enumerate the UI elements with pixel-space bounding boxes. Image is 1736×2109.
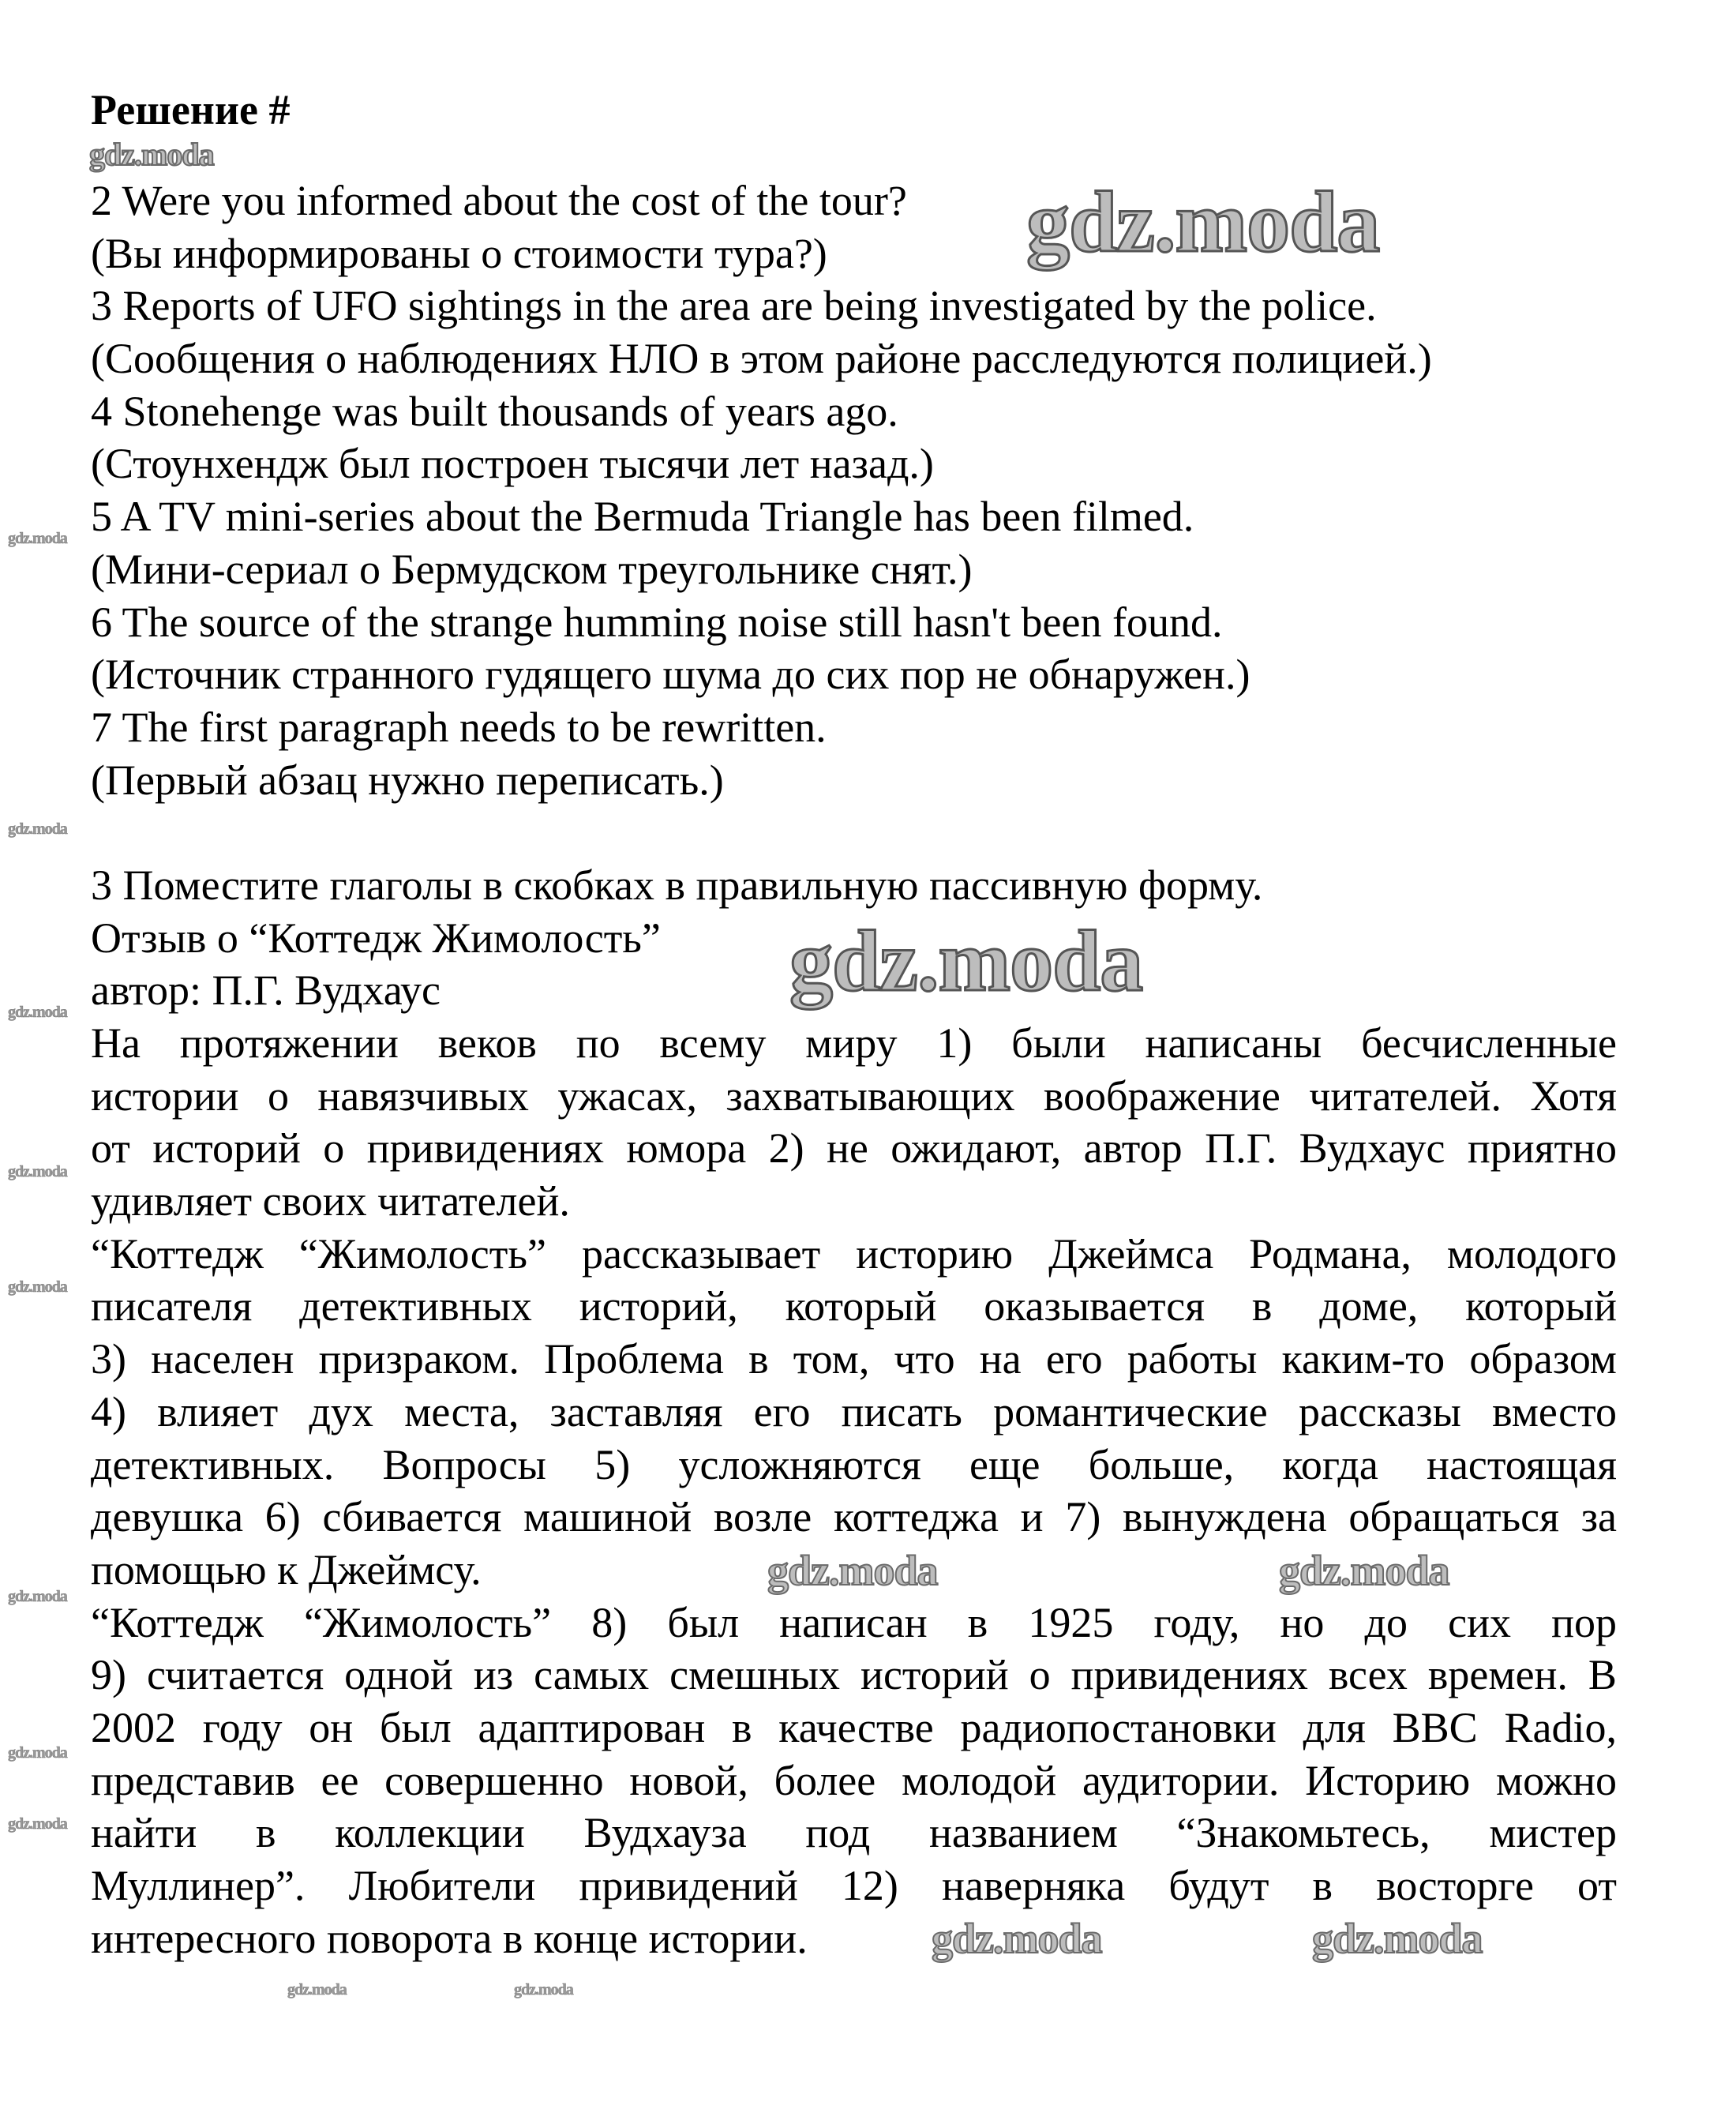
text-line [91, 332, 1617, 385]
text-line [91, 1333, 1617, 1386]
text-line [91, 1702, 1617, 1754]
text-line-content: автор: П.Г. Вудхаус [91, 966, 441, 1015]
text-line [91, 1228, 1617, 1281]
text-line-content: представив ее совершенно новой, более молодой аудитории. Историю можно [91, 1756, 1617, 1804]
text-line-content: 2 Were you informed about the cost of the tour? [91, 177, 907, 224]
text-line [91, 174, 1617, 227]
text-line-content: от историй о привидениях юмора 2) не ожидают, автор П.Г. Вудхаус приятно [91, 1124, 1618, 1173]
text-line [91, 806, 1617, 859]
text-line [91, 1859, 1617, 1912]
text-line [91, 385, 1617, 438]
text-line [91, 859, 1617, 912]
watermark: gdz.moda [8, 1278, 67, 1296]
watermark: gdz.moda [89, 137, 214, 172]
text-line-content: (Источник странного гудящего шума до сих пор не обнаружен.) [91, 651, 1250, 699]
text-line-content: 3 Поместите глаголы в скобках в правильную пассивную форму. [91, 861, 1263, 909]
text-line-content: 6 The source of the strange humming noise still hasn't been found. [91, 598, 1223, 646]
watermark: gdz.moda [1312, 1915, 1483, 1962]
text-line [91, 648, 1617, 701]
watermark: gdz.moda [789, 913, 1143, 1009]
text-line [91, 1754, 1617, 1807]
text-line-content: интересного поворота в конце истории. [91, 1914, 808, 1962]
text-line-content: удивляет своих читателей. [91, 1177, 570, 1225]
text-line [91, 280, 1617, 332]
watermark: gdz.moda [8, 1163, 67, 1180]
text-line [91, 1597, 1617, 1649]
text-line-content: истории о навязчивых ужасах, захватывающих воображение читателей. Хотя [91, 1071, 1617, 1120]
text-line-content: 4 Stonehenge was built thousands of years ago. [91, 387, 898, 435]
watermark: gdz.moda [8, 820, 67, 838]
text-line [91, 490, 1617, 543]
text-line-content: найти в коллекции Вудхауза под названием “Знакомьтесь, мистер [91, 1809, 1617, 1857]
text-line-content: 7 The first paragraph needs to be rewritten. [91, 703, 827, 751]
text-line [91, 1649, 1617, 1702]
text-line [91, 1017, 1617, 1070]
text-line-content: девушка 6) сбивается машиной возле коттеджа и 7) вынуждена обращаться за [91, 1493, 1618, 1541]
text-line-content: 4) влияет дух места, заставляя его писать романтические рассказы вместо [91, 1387, 1618, 1435]
text-line [91, 1070, 1617, 1123]
text-line [91, 596, 1617, 649]
text-line [91, 437, 1617, 490]
text-line-content: Муллинер”. Любители привидений 12) наверняка будут в восторге от [91, 1862, 1617, 1909]
text-line-content: (Стоунхендж был построен тысячи лет назад.) [91, 440, 934, 488]
text-line [91, 1491, 1617, 1544]
text-line-content: “Коттедж “Жимолость” рассказывает историю Джеймса Родмана, молодого [91, 1229, 1618, 1278]
text-line [91, 1807, 1617, 1859]
text-line [91, 227, 1617, 280]
watermark: gdz.moda [1026, 174, 1380, 270]
text-line-content: На протяжении веков по всему миру 1) были написаны бесчисленные [91, 1019, 1618, 1067]
text-line-content: (Мини-сериал о Бермудском треугольнике снят.) [91, 545, 973, 593]
text-line [91, 543, 1617, 596]
text-line-content: (Вы информированы о стоимости тура?) [91, 229, 827, 277]
watermark: gdz.moda [8, 1815, 67, 1833]
text-line [91, 1175, 1617, 1228]
text-line-content: 9) считается одной из самых смешных историй о привидениях всех времен. В [91, 1651, 1617, 1699]
text-line-content: (Сообщения о наблюдениях НЛО в этом районе расследуются полицией.) [91, 335, 1432, 383]
text-line [91, 701, 1617, 754]
watermark: gdz.moda [287, 1981, 347, 1998]
watermark: gdz.moda [8, 1588, 67, 1605]
watermark: gdz.moda [8, 530, 67, 547]
text-line-content: Отзыв о “Коттедж Жимолость” [91, 914, 661, 962]
text-line [91, 1386, 1617, 1439]
page-title: Решение # [91, 86, 291, 133]
watermark: gdz.moda [514, 1981, 573, 1998]
text-line-content: 5 A TV mini-series about the Bermuda Triangle has been filmed. [91, 493, 1194, 541]
watermark: gdz.moda [932, 1915, 1102, 1962]
watermark: gdz.moda [767, 1547, 938, 1594]
text-line-content: 3 Reports of UFO sightings in the area are being investigated by the police. [91, 282, 1377, 330]
text-line [91, 1280, 1617, 1333]
watermark: gdz.moda [8, 1004, 67, 1021]
text-line [91, 1439, 1617, 1492]
text-line [91, 754, 1617, 807]
text-line-content: 2002 году он был адаптирован в качестве радиопостановки для BBC Radio, [91, 1703, 1617, 1751]
text-line-content: “Коттедж “Жимолость” 8) был написан в 1925 году, но до сих пор [91, 1598, 1617, 1646]
text-line-content: помощью к Джеймсу. [91, 1545, 482, 1593]
text-line-content: писателя детективных историй, который оказывается в доме, который [91, 1282, 1617, 1330]
text-line-content: (Первый абзац нужно переписать.) [91, 756, 724, 804]
text-line-content: 3) населен призраком. Проблема в том, что на его работы каким-то образом [91, 1335, 1617, 1383]
text-line-content: детективных. Вопросы 5) усложняются еще больше, когда настоящая [91, 1440, 1617, 1488]
watermark: gdz.moda [1279, 1547, 1449, 1594]
watermark: gdz.moda [8, 1744, 67, 1762]
solution-text [91, 174, 1617, 1965]
text-line [91, 1122, 1617, 1175]
